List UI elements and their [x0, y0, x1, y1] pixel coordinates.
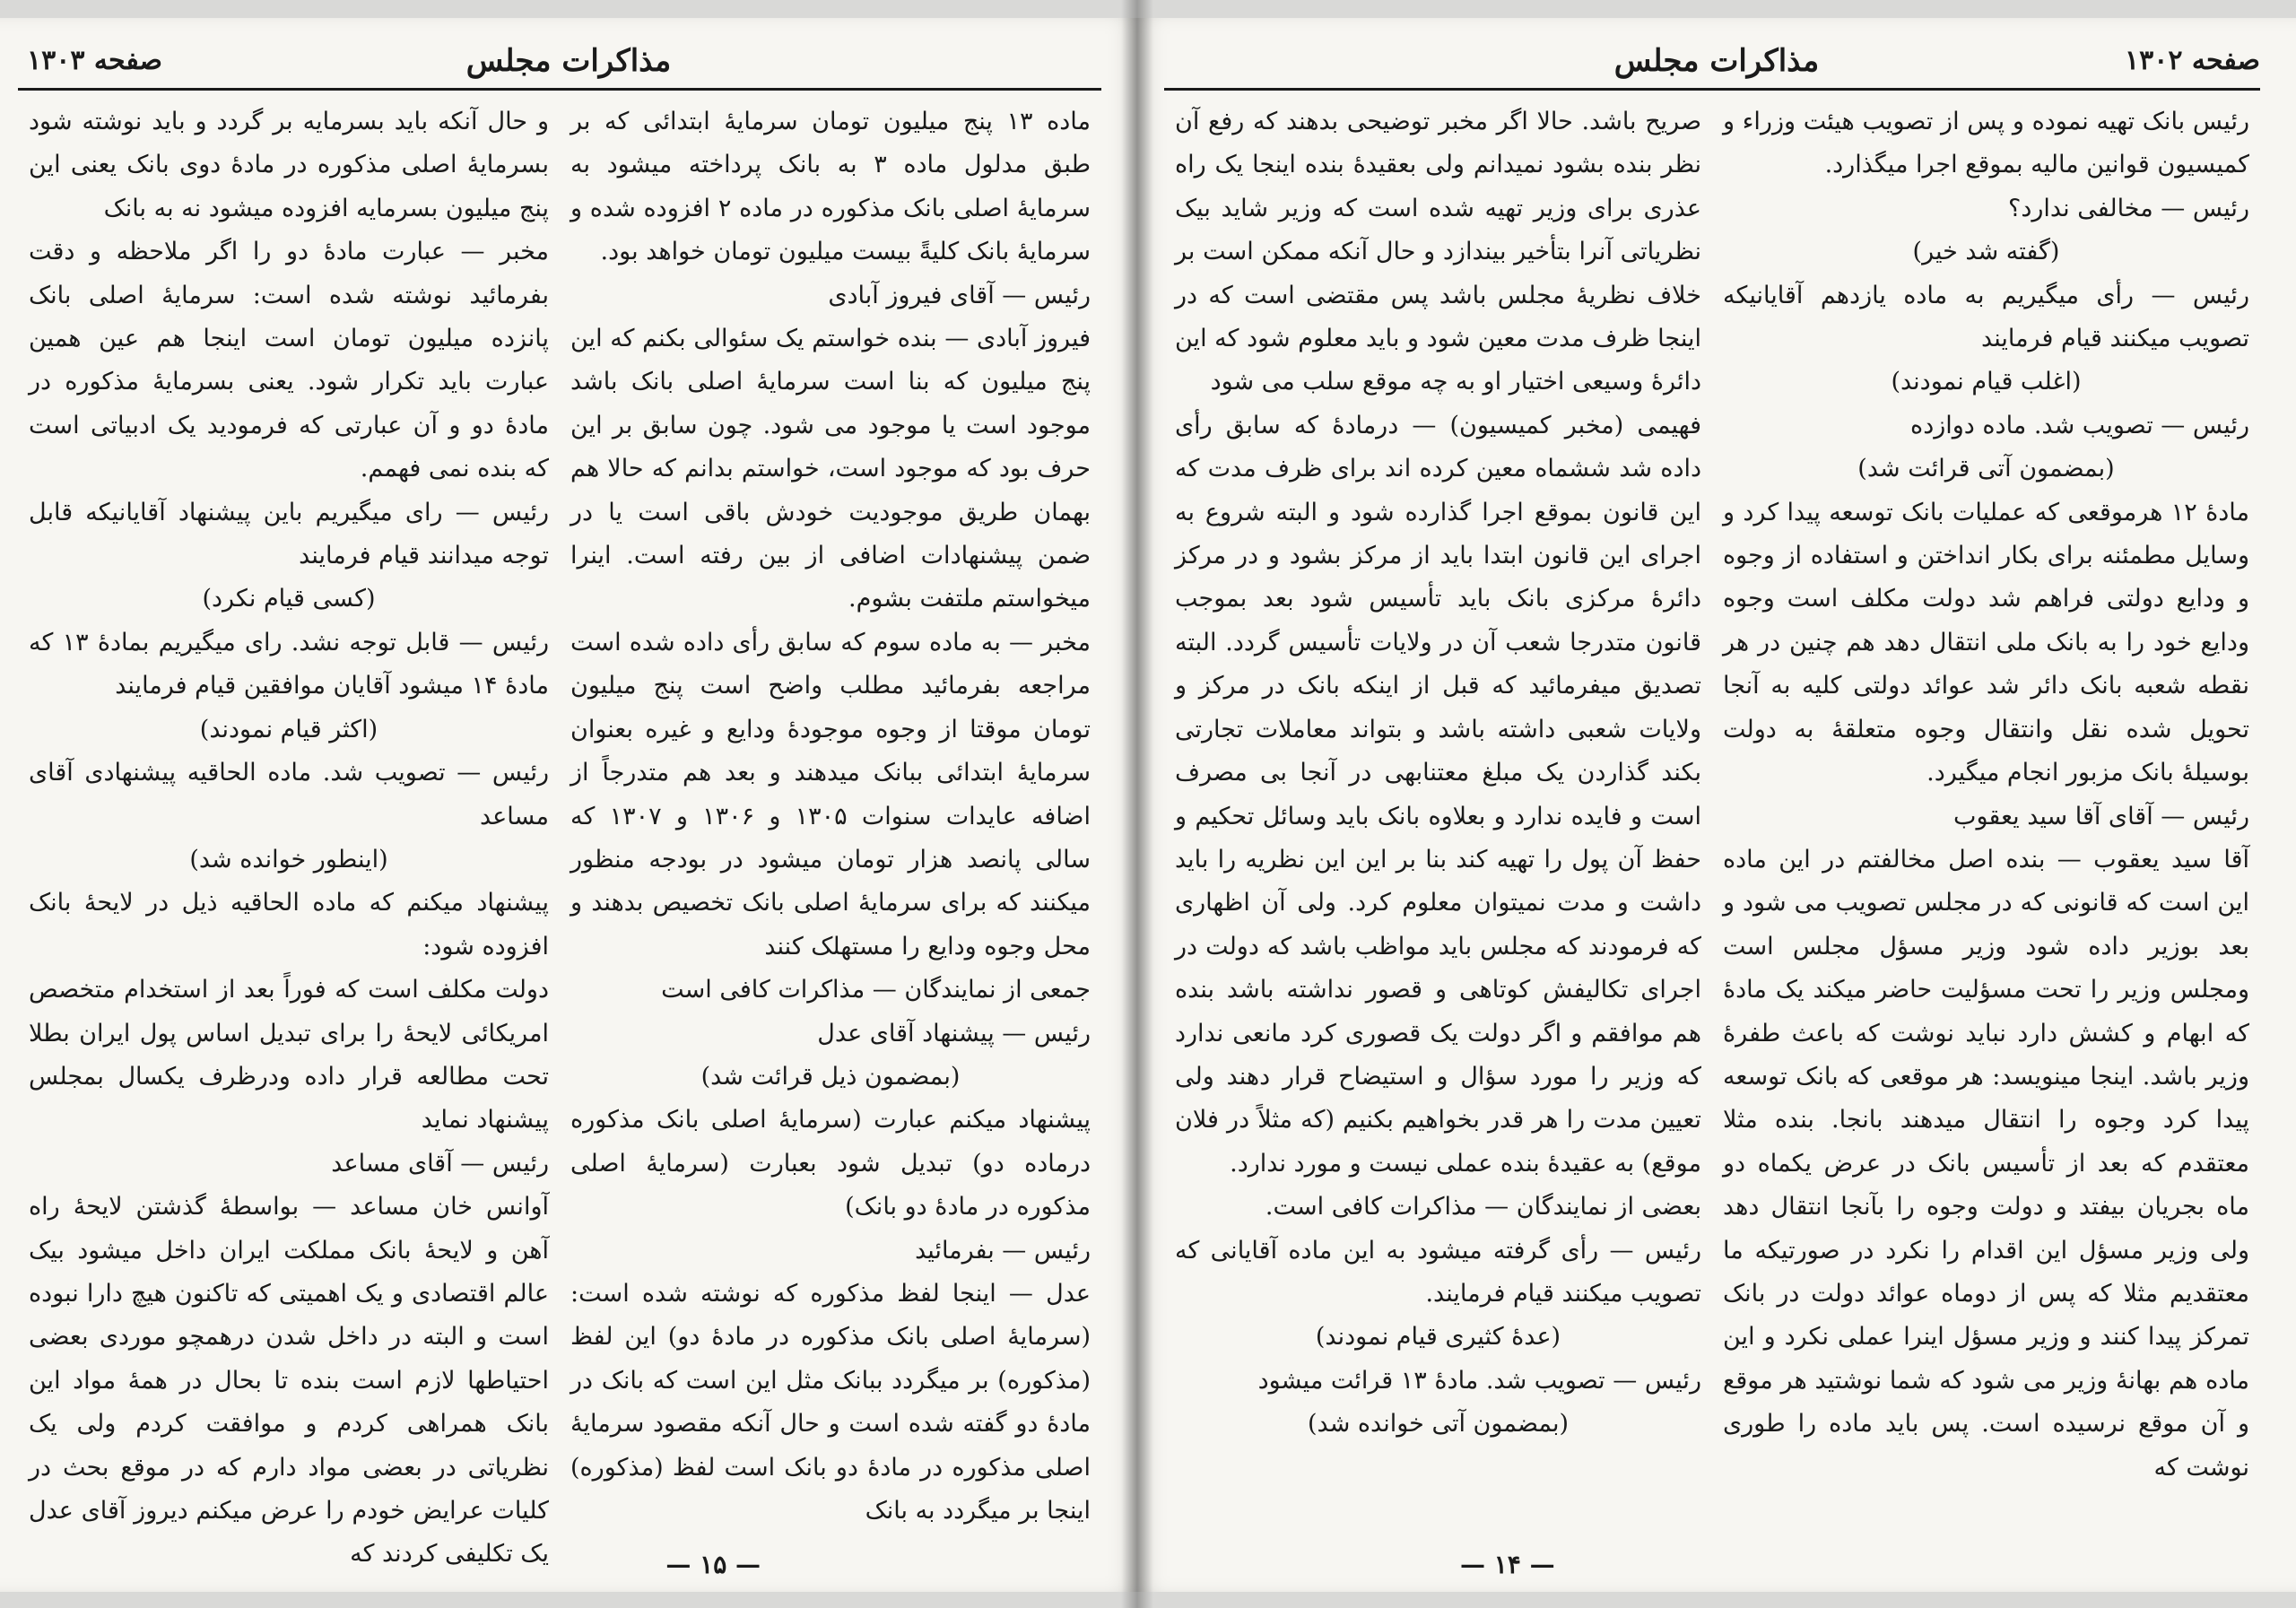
- right-page-number: صفحه ۱۳۰۲: [2125, 45, 2260, 76]
- right-page: [1137, 18, 2296, 1592]
- column-paragraph: رئیس — آقای آقا سید یعقوب: [1953, 802, 2249, 830]
- column-paragraph: آقا سید یعقوب — بنده اصل مخالفتم در این ماده این است که قانونی که در مجلس تصویب می شود و بعد بوزیر داده شود وزیر مسؤل مجلس است ومجلس وزیر را تحت مسؤلیت حاضر میکند یک مادهٔ که ابهام و کشش دارد نباید نوشت که باعث طفرهٔ وزیر باشد. اینجا مینویسد: هر موقعی که بانک توسعه پیدا کرد وجوه را انتقال میدهند بانجا. بنده مثلا معتقدم که بعد از تأسیس بانک در عرض یکماه دو ماه بجریان بیفتد و دولت وجوه را بآنجا انتقال دهد ولی وزیر مسؤل این اقدام را نکرد در صورتیکه ما معتقدیم مثلا که پس از دوماه عوائد دولت در بانک تمرکز پیدا کنند و وزیر مسؤل اینرا عملی نکرد و این ماده هم بهانهٔ وزیر می شود که شما نوشتید هر موقع و آن موقع نرسیده است. پس باید ماده را طوری نوشت که: [1723, 845, 2249, 1482]
- left-header-rule: [18, 88, 1101, 91]
- column-paragraph: بعضی از نمایندگان — مذاکرات کافی است.: [1265, 1193, 1701, 1221]
- right-page-header: [1137, 43, 2296, 84]
- left-header-title: مذاکرات مجلس: [465, 43, 672, 79]
- left-page-column-right: [560, 100, 1101, 1538]
- left-page-header: [0, 43, 1137, 84]
- column-paragraph: رئیس — تصویب شد. ماده الحاقیه پیشنهادی آقای مساعد: [29, 759, 549, 830]
- column-paragraph: رئیس — آقای فیروز آبادی: [828, 281, 1091, 309]
- column-paragraph: فهیمی (مخبر کمیسیون) — درمادهٔ که سابق رأی داده شد ششماه معین کرده اند برای ظرف مدت که این قانون بموقع اجرا گذارده شود و البته شروع به اجرای این قانون ابتدا باید از مرکز بشود و در مرکز دائرهٔ مرکزی بانک باید تأسیس شود بعد بموجب قانون متدرجا شعب آن در ولایات تأسیس گردد. البته تصدیق میفرمائید که قبل از اینکه بانک در مرکز و ولایات شعبی داشته باشد و بتواند معاملات تجارتی بکند گذاردن یک مبلغ معتنابهی در آنجا بی مصرف است و فایده ندارد و بعلاوه بانک باید وسائل تحکیم و حفظ آن پول را تهیه کند بنا بر این این نظریه را باید داشت و مدت نمیتوان معلوم کرد. ولی آن اظهاری که فرمودند که مجلس باید مواظب باشد که دولت در اجرای تکالیفش کوتاهی و قصور نداشته باشد بنده هم موافقم و اگر دولت یک قصوری کرد مانعی ندارد که وزیر را مورد سؤال و استیضاح قرار دهند ولی تعیین مدت را هر قدر بخواهیم بکنیم (که مثلاً در فلان موقع) به عقیدهٔ بنده عملی نیست و مورد ندارد.: [1175, 411, 1701, 1178]
- left-page-footer: — ۱۵ —: [665, 1550, 761, 1579]
- column-paragraph: (عدهٔ کثیری قیام نمودند): [1315, 1323, 1561, 1352]
- right-header-rule: [1164, 88, 2260, 91]
- right-page-footer: — ۱۴ —: [1460, 1550, 1555, 1579]
- left-page-column-left: [18, 100, 560, 1569]
- column-paragraph: رئیس — پیشنهاد آقای عدل: [817, 1019, 1091, 1047]
- column-paragraph: (اکثر قیام نمودند): [199, 715, 378, 743]
- column-paragraph: (بمضمون آتی قرائت شد): [1857, 455, 2115, 483]
- column-paragraph: (بمضمون آتی خوانده شد): [1307, 1410, 1570, 1439]
- column-paragraph: پیشنهاد میکنم که ماده الحاقیه ذیل در لایحهٔ بانک افزوده شود:: [29, 889, 549, 960]
- right-page-columns: [1164, 100, 2260, 1538]
- column-paragraph: رئیس — رأی گرفته میشود به این ماده آقایانی که تصویب میکنند قیام فرمایند.: [1175, 1236, 1701, 1308]
- column-paragraph: و حال آنکه باید بسرمایه بر گردد و باید نوشته شود بسرمایهٔ اصلی مذکوره در مادهٔ دوی بانک یعنی این پنج میلیون بسرمایه افزوده میشود نه به بانک: [29, 108, 549, 222]
- column-paragraph: (بمضمون ذیل قرائت شد): [700, 1062, 961, 1091]
- left-page: [0, 18, 1137, 1592]
- column-paragraph: (گفته شد خیر): [1912, 238, 2060, 266]
- column-paragraph: جمعی از نمایندگان — مذاکرات کافی است: [661, 976, 1091, 1004]
- column-paragraph: رئیس — بفرمائید: [915, 1236, 1091, 1265]
- column-paragraph: (اغلب قیام نمودند): [1891, 368, 2082, 396]
- right-page-column-left: [1164, 100, 1712, 1538]
- book-gutter-shadow: [1121, 0, 1153, 1608]
- right-header-title: مذاکرات مجلس: [1613, 43, 1820, 79]
- column-paragraph: رئیس — رای میگیریم باین پیشنهاد آقایانیکه قابل توجه میدانند قیام فرمایند: [29, 498, 549, 570]
- column-paragraph: رئیس — تصویب شد. ماده دوازده: [1910, 411, 2249, 439]
- column-paragraph: آوانس خان مساعد — بواسطهٔ گذشتن لایحهٔ راه آهن و لایحهٔ بانک مملکت ایران داخل میشود بیک عالم اقتصادی و یک اهمیتی که تاکنون هیچ دارا نبوده است و البته در داخل شدن درهمچو موردی بعضی احتیاطها لازم است بنده تا بحال در همهٔ مواد این بانک همراهی کردم و موافقت کردم ولی یک نظریاتی در بعضی مواد دارم که در موقع بحث در کلیات عرایض خودم را عرض میکنم دیروز آقای عدل یک تکلیفی کردند که: [29, 1193, 549, 1569]
- column-paragraph: رئیس — آقای مساعد: [331, 1149, 549, 1178]
- column-paragraph: رئیس بانک تهیه نموده و پس از تصویب هیئت وزراء و کمیسیون قوانین مالیه بموقع اجرا میگذارد.: [1723, 108, 2249, 179]
- column-paragraph: صریح باشد. حالا اگر مخبر توضیحی بدهند که رفع آن نظر بنده بشود نمیدانم ولی بعقیدهٔ بنده اینجا یک راه عذری برای وزیر تهیه شده است که وزیر شاید بیک نظریاتی آنرا بتأخیر بیندازد و حال آنکه ممکن است بر خلاف نظریهٔ مجلس باشد پس مقتضی است که در اینجا ظرف مدت معین شود و باید معلوم شود که این دائرهٔ وسیعی اختیار او به چه موقع سلب می شود: [1175, 108, 1701, 396]
- column-paragraph: مادهٔ ۱۲ هرموقعی که عملیات بانک توسعه پیدا کرد و وسایل مطمئنه برای بکار انداختن و استفاده از وجوه و ودایع دولتی فراهم شد دولت مکلف است وجوه ودایع خود را به بانک ملی انتقال دهد هم چنین در هر نقطه شعبه بانک دائر شد عوائد دولتی کلیه به آنجا تحویل شده نقل وانتقال وجوه متعلقهٔ به دولت بوسیلهٔ بانک مزبور انجام میگیرد.: [1723, 498, 2249, 787]
- column-paragraph: پیشنهاد میکنم عبارت (سرمایهٔ اصلی بانک مذکوره درماده دو) تبدیل شود بعبارت (سرمایهٔ اصلی مذکوره در مادهٔ دو بانک): [570, 1106, 1091, 1221]
- column-paragraph: ماده ۱۳ پنج میلیون تومان سرمایهٔ ابتدائی که بر طبق مدلول ماده ۳ به بانک پرداخته میشود به سرمایهٔ اصلی بانک مذکوره در ماده ۲ افزوده شده و سرمایهٔ بانک کلیةً بیست میلیون تومان خواهد بود.: [570, 108, 1091, 266]
- right-page-column-right: [1712, 100, 2260, 1538]
- column-paragraph: دولت مکلف است که فوراً بعد از استخدام متخصص امریکائی لایحهٔ را برای تبدیل اساس پول ایران بطلا تحت مطالعه قرار داده ودرظرف یکسال بمجلس پیشنهاد نماید: [29, 976, 549, 1134]
- column-paragraph: مخبر — عبارت مادهٔ دو را اگر ملاحظه و دقت بفرمائید نوشته شده است: سرمایهٔ اصلی بانک پانزده میلیون تومان است اینجا هم عین همین عبارت باید تکرار شود. یعنی بسرمایهٔ مذکوره در مادهٔ دو و آن عبارتی که فرمودید یک ادبیاتی است که بنده نمی فهمم.: [29, 238, 549, 483]
- column-paragraph: رئیس — تصویب شد. مادهٔ ۱۳ قرائت میشود: [1257, 1366, 1701, 1395]
- column-paragraph: رئیس — مخالفی ندارد؟: [2008, 194, 2249, 222]
- left-page-number: صفحه ۱۳۰۳: [27, 45, 162, 76]
- column-paragraph: فیروز آبادی — بنده خواستم یک سئوالی بکنم که این پنج میلیون که بنا است سرمایهٔ اصلی بانک باشد موجود است یا موجود می شود. چون سابق بر این حرف بود که موجود است، خواستم بدانم که حالا هم بهمان طریق موجودیت خودش باقی است یا در ضمن پیشنهادات اضافی از بین رفته است. اینرا میخواستم ملتفت بشوم.: [570, 325, 1091, 613]
- column-paragraph: عدل — اینجا لفظ مذکوره که نوشته شده است: (سرمایهٔ اصلی بانک مذکوره در مادهٔ دو) این لفظ (مذکوره) بر میگردد ببانک مثل این است که بانک در مادهٔ دو گفته شده است و حال آنکه مقصود سرمایهٔ اصلی مذکوره در مادهٔ دو بانک است لفظ (مذکوره) اینجا بر میگردد به بانک: [570, 1279, 1091, 1525]
- column-paragraph: مخبر — به ماده سوم که سابق رأی داده شده است مراجعه بفرمائید مطلب واضح است پنج میلیون تومان موقتا از وجوه موجودهٔ ودایع و غیره بعنوان سرمایهٔ ابتدائی ببانک میدهند و بعد هم متدرجاً از اضافه عایدات سنوات ۱۳۰۵ و ۱۳۰۶ و ۱۳۰۷ که سالی پانصد هزار تومان میشود در بودجه منظور میکنند که برای سرمایهٔ اصلی بانک تخصیص بدهند و محل وجوه ودایع را مستهلک کنند: [570, 628, 1091, 960]
- column-paragraph: رئیس — رأی میگیریم به ماده یازدهم آقایانیکه تصویب میکنند قیام فرمایند: [1723, 281, 2249, 353]
- column-paragraph: (کسی قیام نکرد): [202, 585, 376, 613]
- column-paragraph: رئیس — قابل توجه نشد. رای میگیریم بمادهٔ ۱۳ که مادهٔ ۱۴ میشود آقایان موافقین قیام فرمایند: [29, 628, 549, 700]
- column-paragraph: (اینطور خوانده شد): [189, 845, 388, 874]
